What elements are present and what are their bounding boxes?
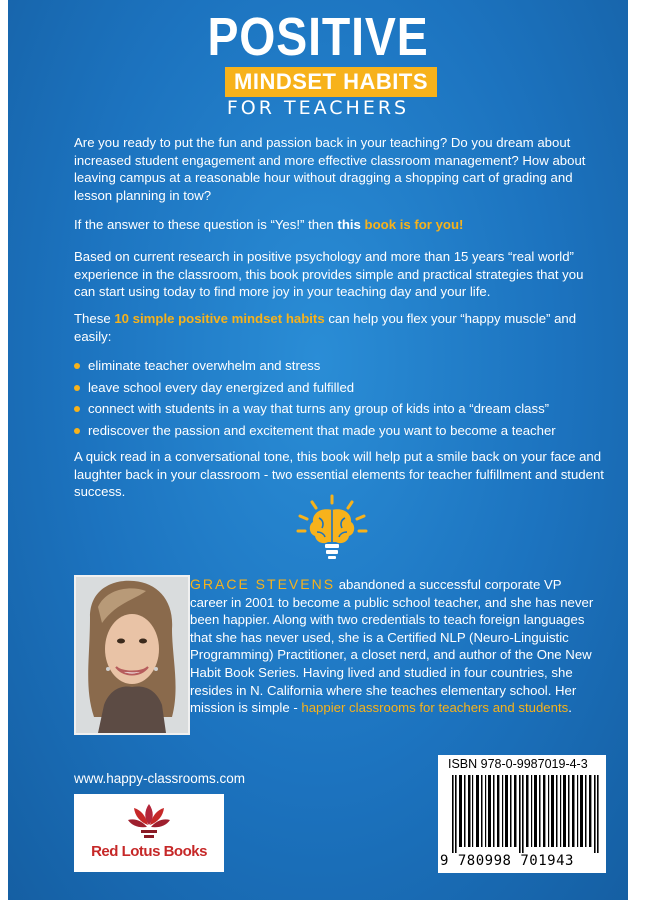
barcode-digits: 9 780998 701943 (440, 853, 574, 869)
isbn-barcode-box (438, 755, 606, 873)
book-back-cover (8, 0, 628, 900)
publisher-logo (74, 794, 224, 872)
list-item: connect with students in a way that turns any group of kids into a “dream class” (74, 398, 614, 420)
barcode (452, 775, 602, 853)
intro-p4-highlight: 10 simple positive mindset habits (114, 311, 325, 326)
author-photo (74, 575, 190, 735)
author-mission: happier classrooms for teachers and students (301, 700, 569, 716)
isbn-number: ISBN 978-0-9987019-4-3 (448, 757, 588, 771)
list-item: eliminate teacher overwhelm and stress (74, 355, 614, 377)
title-positive: POSITIVE (207, 7, 429, 67)
intro-paragraph-1: Are you ready to put the fun and passion back in your teaching? Do you dream about increased student engagement and more effective classroom management? How about leaving campus at a reasonable hour without dragging a shopping cart of grading and lesson planning in tow? (74, 135, 586, 203)
title-for-teachers: FOR TEACHERS (226, 97, 410, 119)
intro-paragraph-2 (74, 216, 604, 234)
intro-paragraph-3: Based on current research in positive psychology and more than 15 years “real world” experience in the classroom, this book provides simple and practical strategies that you can start using today to find more joy in your teaching day and your life. (74, 249, 584, 299)
author-name: GRACE STEVENS (190, 576, 336, 592)
lotus-logo-icon (127, 800, 171, 840)
benefit-list (74, 355, 614, 441)
list-item: rediscover the passion and excitement that made you want to become a teacher (74, 420, 614, 442)
closing-paragraph: A quick read in a conversational tone, this book will help put a smile back on your face and laughter back in your classroom - two essential elements for teacher fulfillment and student success. (74, 449, 604, 499)
author-bio (190, 576, 600, 717)
author-bio-end: . (568, 700, 572, 716)
intro-paragraph-4 (74, 310, 604, 345)
intro-p2-this: this (337, 217, 365, 232)
intro-p2-text: If the answer to these question is “Yes!” then (74, 217, 338, 232)
list-item: leave school every day energized and fulfilled (74, 377, 614, 399)
intro-p4-text-c: can help you flex your “happy muscle” and easily: (74, 311, 577, 344)
title-mindset-habits: MINDSET HABITS (225, 67, 437, 97)
publisher-name: Red Lotus Books (91, 843, 207, 860)
author-bio-text: abandoned a successful corporate VP career in 2001 to become a public school teacher, and she has never been happier. Along with two credentials to teach foreign languages that she has never used, she is a Certified NLP (Neuro-Linguistic Programming) Practitioner, a closet nerd, and author of the One New Habit Book Series. Having lived and studied in four countries, she resides in N. California where she teaches elementary school. Her mission is simple - (190, 577, 594, 716)
intro-p2-highlight: book is for you! (364, 217, 464, 232)
website-url[interactable]: www.happy-classrooms.com (74, 771, 246, 786)
brain-lightbulb-icon (292, 494, 372, 564)
intro-p4-text-a: These (74, 311, 115, 326)
